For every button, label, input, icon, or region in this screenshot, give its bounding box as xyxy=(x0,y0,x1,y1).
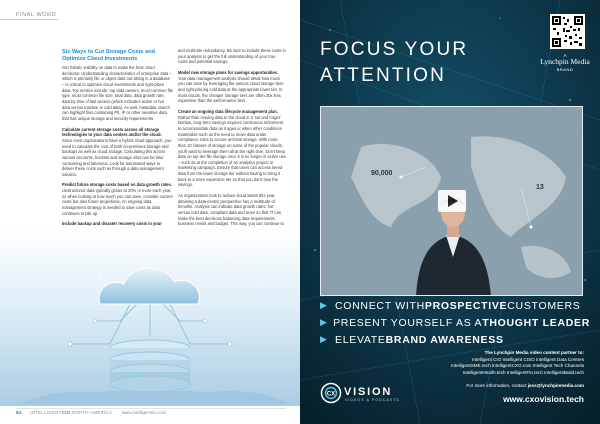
paragraph: Model new storage plans for savings opportunities. Your data management analysis should detail how much you can save by leveraging the various cloud storage tiers and right-placing cold data at the appropriate lower tier. In most clouds, the cheaper storage tiers are often 20x less expensive than the performance tiers. xyxy=(178,69,284,104)
advert-title-line-2: ATTENTION xyxy=(320,65,447,86)
map-label-2: 13 xyxy=(536,184,544,191)
website-link[interactable]: www.cxovision.tech xyxy=(503,394,584,404)
cxo-vision-emblem-icon xyxy=(320,382,342,404)
footer-rule xyxy=(16,408,286,409)
cloud-storage-illustration xyxy=(0,226,300,406)
svg-text:CX: CX xyxy=(326,391,336,398)
bullet-item: ▶ CONNECT WITH PROSPECTIVE CUSTOMERS xyxy=(320,299,581,312)
paragraph: Include backup and disaster recovery costs in your xyxy=(62,221,162,227)
paragraph: As organizations look to reduce cloud waste this year, attaining a data-centric perspective has a multitude of benefits. Analysis can indicate data growth rates, hot versus cold data, compliant data and more so that IT can make the best decisions balancing data requirements, business needs and budget. This way, you can continue to xyxy=(178,193,284,227)
article-column-1 xyxy=(62,65,173,243)
section-tag: FINAL WORD xyxy=(16,12,57,18)
arrow-icon: ▶ xyxy=(320,317,328,327)
article-headline: Six Ways to Cut Storage Costs and Optimize Cloud Investments xyxy=(62,49,156,62)
top-rule xyxy=(0,19,58,20)
cxo-vision-logo: CX VISION VIDEOS & PODCASTS xyxy=(320,382,410,404)
contact-email-link[interactable]: jess@lynchpinmedia.com xyxy=(527,383,584,388)
paragraph: Calculate current storage costs across all storage technologies to your data centers and/or the cloud. Since most organizations have a hybrid cloud approach, you need to calculate the cost of both on-premises storage and backups as well as cloud storage. Calculating this across various accounts, buckets and storage silos can be time consuming and laborious. Look for automated ways to deliver these costs such as through a data management solution. xyxy=(62,126,172,177)
advert-title-line-1: FOCUS YOUR xyxy=(320,39,469,60)
publication-url[interactable]: www.intelligentcio.com xyxy=(122,410,167,415)
play-button[interactable] xyxy=(438,190,466,212)
arrow-icon: ▶ xyxy=(320,300,328,310)
paragraph: and multi-site redundancy. Be sure to include these costs in your analysis to get the full understanding of your true costs and potential savings. xyxy=(178,48,286,65)
lynchpin-media-logo: A Lynchpin Media BRAND xyxy=(540,53,590,72)
partner-list: The Lynchpin Media video content partner to: Intelligent CIO Intelligent CISO Intelligent Data Centres IntelligentSME.tech IntelligentCXO.com Intelligent Tech Channels IntelligentHealth.tech IntelligentFin.tech IntelligentBuild.tech xyxy=(451,350,584,375)
advert-bullets xyxy=(320,297,590,348)
contact-line: For more information, contact jess@lynchpinmedia.com xyxy=(466,383,584,388)
publication-name: INTELLIGENTCIO NORTH AMERICA xyxy=(30,410,113,415)
article-column-2 xyxy=(178,48,286,243)
qr-code[interactable] xyxy=(550,14,585,49)
bullet-item: ▶ PRESENT YOURSELF AS A THOUGHT LEADER xyxy=(320,316,590,329)
paragraph: Get holistic visibility on data to make the best cloud decisions: Understanding characteristics of enterprise data – which is primarily file or object data not sitting in a database – is critical to optimize cloud investments and right-place data. Top metrics include: top data owners, most common file type, most common file size, total data, data growth rate, data by time of last access (which indicates active or hot data versus inactive or cold data). As well, metadata search can highlight files containing PII, IP or other sensitive data that has unique storage and security requirements. xyxy=(62,65,173,121)
paragraph: Create an ongoing data lifecycle management plan. Rather than moving data to the cloud in a 'set and forget' fashion, long-term savings requires continuous refinement to accommodate data as it ages or when other conditions materialize such as the need to move data under compliance rules to secure archival storage. With more than 10 classes of storage on some of the popular clouds, you'll want to leverage them all at the right time. Don't keep data on top tier file storage once it is no longer in active use – such as at the completion of an analytics project or marketing campaign. Ensure that users can access tiered data from the lower storage tier without having to bring it back to a more expensive tier so that you don't lose the savings. xyxy=(178,108,286,188)
paragraph: Predict future storage costs based on data growth rates. Unstructured data typically grows at 20% or more each year, so when looking at how much you can save, consider current costs but also future projections. An ongoing data management strategy is needed to save costs as data continues to pile up. xyxy=(62,182,173,216)
page-footer xyxy=(0,404,300,418)
map-label-1: 90,000 xyxy=(371,170,393,177)
advert-page xyxy=(300,0,600,424)
video-player[interactable] xyxy=(320,106,583,296)
arrow-icon: ▶ xyxy=(320,334,328,344)
bullet-item: ▶ ELEVATE BRAND AWARENESS xyxy=(320,333,504,346)
page-number: 84 xyxy=(16,410,22,415)
